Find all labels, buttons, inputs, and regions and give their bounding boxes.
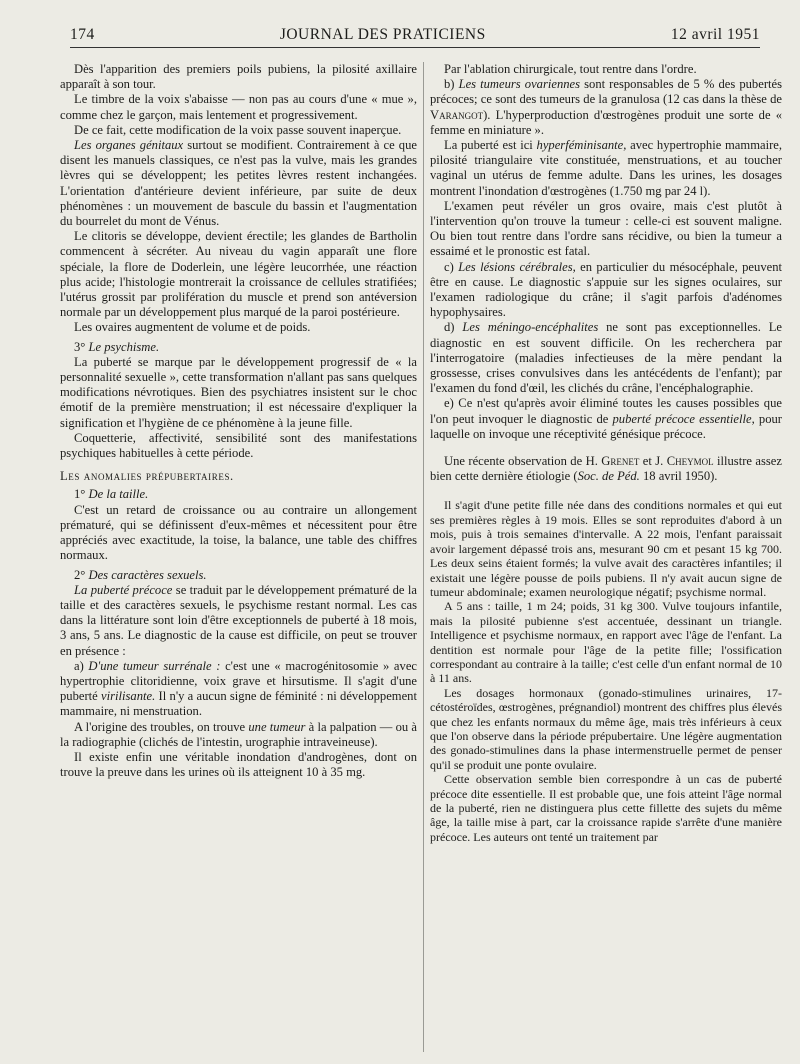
observation-intro: Une récente observation de H. Grenet et J. Cheymol illustre assez bien cette dernière étiologie (Soc. de Péd. 18 avril 1950). <box>430 454 782 484</box>
right-column <box>430 62 782 844</box>
paragraph: Il existe enfin une véritable inondation d'androgènes, dont on trouve la preuve dans les urines où ils atteignent 10 à 35 mg. <box>60 749 417 780</box>
paragraph: Dès l'apparition des premiers poils pubiens, la pilosité axillaire apparaît à son tour. <box>60 62 417 92</box>
column-divider <box>423 62 424 1052</box>
paragraph: La puberté est ici hyperféminisante, avec hypertrophie mammaire, pilosité triangulaire vite constituée, menstruations, et au toucher vaginal un utérus de femme adulte. Dans les urines, les dosages montrent l'inondation d'œstrogènes (1.750 mg par 24 l). <box>430 138 783 198</box>
paragraph: c) Les lésions cérébrales, en particulier du mésocéphale, peuvent être en cause. Le diagnostic s'appuie sur les signes oculaires, sur l'examen radiologique du crâne; il s'agit parfois d'adénomes hypophysaires. <box>430 259 783 320</box>
paragraph: C'est un retard de croissance ou au contraire un allongement prématuré, qui se définissent d'eux-mêmes et nécessitent pour être appréciés avec exactitude, la toise, la balance, une table des chiffres normaux. <box>60 502 417 563</box>
paragraph: Le timbre de la voix s'abaisse — non pas au cours d'une « mue », comme chez le garçon, mais lentement et progressivement. <box>60 92 417 122</box>
paragraph: Par l'ablation chirurgicale, tout rentre dans l'ordre. <box>444 62 697 76</box>
section-heading: Les anomalies prépubertaires. <box>60 469 234 484</box>
journal-title: JOURNAL DES PRATICIENS <box>279 26 486 43</box>
header-rule <box>70 47 760 48</box>
paragraph: L'examen peut révéler un gros ovaire, mais c'est plutôt à l'intervention qu'on trouve la tumeur : celle-ci est souvent maligne. Ou bien tout rentre dans l'ordre sans récidive, ou bien la tumeur a essaimé et le pronostic est fatal. <box>430 198 782 259</box>
paragraph: La puberté se marque par le développement progressif de « la personnalité sexuelle », cette transformation n'allant pas sans quelques modifications névrotiques. Bien des psychiatres insistent sur le choc émotif de la première menstruation; il est nécessaire d'expliquer la signification et l'hygiène de ce phénomène à la jeune fille. <box>60 354 417 430</box>
paragraph <box>60 138 417 229</box>
issue-date: 12 avril 1951 <box>670 26 760 43</box>
paragraph: Les ovaires augmentent de volume et de poids. <box>74 320 311 335</box>
paragraph: La puberté précoce se traduit par le développement prématuré de la taille et des caractères sexuels, le psychisme restant normal. Les cas dans la littérature sont loin d'être exceptionnels de puberté à 18 mois, 3 ans, 5 ans. Le diagnostic de la cause est difficile, on peut se trouver en présence : <box>60 582 417 658</box>
paragraph: Le clitoris se développe, devient érectile; les glandes de Bartholin commencent à sécréter. Au niveau du vagin apparaît une flore spéciale, la flore de Doderlein, une légère leucorrhée, une réaction plus acide; l'histologie montrerait la croissance de cellules stratifiées; l'utérus grossit par prolifération du muscle et prend son antéversion normale par un développement plus marqué de la paroi postérieure. <box>60 229 417 320</box>
emphasis: Les organes génitaux <box>74 138 184 153</box>
subheading-caracteres: 2° Des caractères sexuels. <box>74 567 207 582</box>
paragraph-text: surtout se modifient. Contrairement à ce que disent les manuels classiques, ce n'est pas la vulve, mais les grandes lèvres qui se développent; les petites lèvres restent inchangées. L'orientation d'antérieure devient inférieure, par suite de deux phénomènes : un mouvement de bascule du bassin et l'augmentation du bourrelet du mont de Vénus. <box>60 138 417 229</box>
paragraph: A l'origine des troubles, on trouve une tumeur à la palpation — ou à la radiographie (clichés de l'intestin, urographie intraveineuse). <box>60 719 417 749</box>
paragraph: e) Ce n'est qu'après avoir éliminé toutes les causes possibles que l'on peut invoquer le diagnostic de puberté précoce essentielle, pour laquelle on invoque une réceptivité génésique précoce. <box>430 396 782 441</box>
paragraph: Coquetterie, affectivité, sensibilité sont des manifestations psychiques habituelles à cette période. <box>60 430 417 461</box>
paragraph: Cette observation semble bien correspondre à un cas de puberté précoce dite essentielle. Il est probable que, une fois atteint l'âge normal de la puberté, rien ne distinguera plus cette fillette des sujets du même âge, la taille mise à part, car la croissance rapide s'arrête d'une manière précoce. Les auteurs ont tenté un traitement par <box>430 772 782 844</box>
paragraph: d) Les méningo-encéphalites ne sont pas exceptionnelles. Le diagnostic en est souvent difficile. On les recherchera par l'interrogatoire (maladies infectieuses de la mère pendant la grossesse, crises convulsives dans les antécédents de l'enfant); par l'examen du fond d'œil, les clichés du crâne, l'encéphalographie. <box>430 320 782 396</box>
paragraph: A 5 ans : taille, 1 m 24; poids, 31 kg 300. Vulve toujours infantile, mais la pilosité pubienne s'est accentuée, dessinant un triangle. Intelligence et psychisme normaux, en rapport avec l'âge de l'enfant. La dentition est normale pour l'âge de la petite fille; l'ossification correspondant au contraire à la taille; c'est celle d'un enfant normal de 10 à 11 ans. <box>430 599 782 686</box>
left-column <box>60 62 417 780</box>
subheading-psychisme: 3° Le psychisme. <box>74 339 160 354</box>
page-number: 174 <box>70 26 95 43</box>
paragraph: a) D'une tumeur surrénale : c'est une « macrogénitosomie » avec hypertrophie clitoridienne, voix grave et hirsutisme. Il s'agit d'une puberté virilisante. Il n'y a aucun signe de féminité : ni développement mammaire, ni menstruation. <box>60 658 417 719</box>
page-header <box>70 18 760 44</box>
paragraph: b) Les tumeurs ovariennes sont responsables de 5 % des pubertés précoces; ce sont des tumeurs de la granulosa (12 cas dans la thèse de Varangot). L'hyperproduction d'œstrogènes produit une sorte de « femme en miniature ». <box>430 77 782 137</box>
case-report <box>430 498 782 844</box>
paragraph: De ce fait, cette modification de la voix passe souvent inaperçue. <box>74 122 402 137</box>
paragraph: Il s'agit d'une petite fille née dans des conditions normales et qui eut ses premières règles à 19 mois. Elles se sont reproduites d'abord à un mois, puis à trois semaines d'intervalle. A 22 mois, l'enfant paraissait avoir largement dépassé trois ans, mesurant 90 cm et pesant 15 kg 700. Les deux seins étaient formés; la vulve avait des caractères infantiles; il existait une légère pousse de poils pubiens. Il n'y avait aucun signe de tumeur abdominale; examen neurologique négatif; psychisme normal. <box>430 498 782 599</box>
subheading-taille: 1° De la taille. <box>74 487 149 502</box>
paragraph: Les dosages hormonaux (gonado-stimulines urinaires, 17-cétostéroïdes, œstrogènes, prégnandiol) montrent des chiffres plus élevés que chez les enfants normaux du même âge, mais très inférieurs à ceux que l'on observe dans la période prépubertaire. Une légère augmentation des gonado-stimulines dans la phase intermenstruelle permet de penser qu'il se produit une ponte ovulaire. <box>430 685 782 772</box>
